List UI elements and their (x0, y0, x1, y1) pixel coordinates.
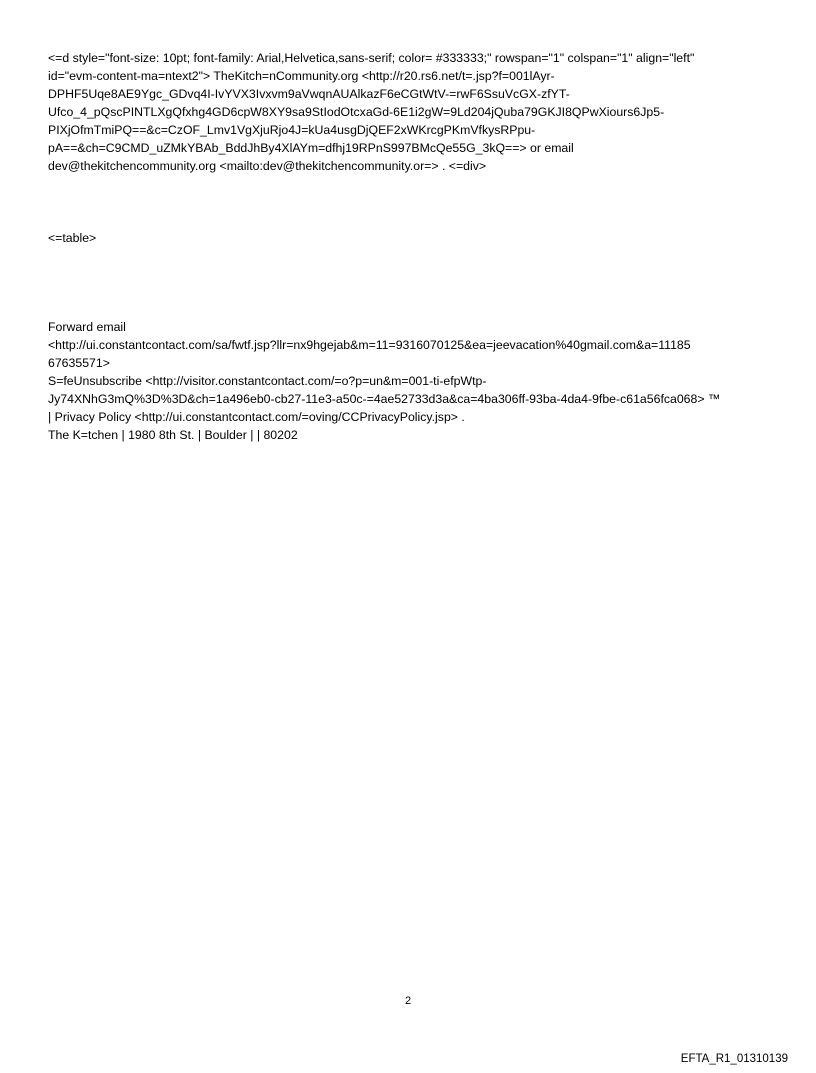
privacy-policy-line: | Privacy Policy <http://ui.constantcontact.com/=oving/CCPrivacyPolicy.jsp> . (48, 410, 465, 424)
text-line: pA==&ch=C9CMD_uZMkYBAb_BddJhBy4XlAYm=dfhj19RPnS997BMcQe55G_3kQ==> or email (48, 141, 574, 155)
address-line: The K=tchen | 1980 8th St. | Boulder | | 80202 (48, 428, 298, 442)
text-line: 67635571> (48, 356, 110, 370)
text-line: id="evm-content-ma=ntext2"> TheKitch=nCommunity.org <http://r20.rs6.net/t=.jsp?f=001lAyr- (48, 69, 555, 83)
text-line: <http://ui.constantcontact.com/sa/fwtf.jsp?llr=nx9hgejab&m=11=9316070125&ea=jeevacation%40gmail.com&a=11185 (48, 338, 691, 352)
text-line: Ufco_4_pQscPINTLXgQfxhg4GD6cpW8XY9sa9StIodOtcxaGd-6E1i2gW=9Ld204jQuba79GKJI8QPwXiours6Jp5- (48, 105, 665, 119)
forward-email-line: Forward email (48, 320, 126, 334)
text-line: dev@thekitchencommunity.org <mailto:dev@thekitchencommunity.or=> . <=div> (48, 159, 487, 173)
bates-number: EFTA_R1_01310139 (680, 1053, 788, 1065)
page-number: 2 (404, 995, 412, 1007)
table-tag-line: <=table> (48, 231, 97, 245)
text-line: <=d style="font-size: 10pt; font-family: Arial,Helvetica,sans-serif; color= #333333;" rowspan="1" colspan="1" align="left" (48, 51, 695, 65)
text-line: PIXjOfmTmiPQ==&c=CzOF_Lmv1VgXjuRjo4J=kUa4usgDjQEF2xWKrcgPKmVfkysRPpu- (48, 123, 536, 137)
text-line: DPHF5Uqe8AE9Ygc_GDvq4I-IvYVX3Ivxvm9aVwqnAUAlkazF6eCGtWtV-=rwF6SsuVcGX-zfYT- (48, 87, 570, 101)
text-line: Jy74XNhG3mQ%3D%3D&ch=1a496eb0-cb27-11e3-a50c-=4ae52733d3a&ca=4ba306ff-93ba-4da4-9fbe-c61a56fca068> ™ (48, 392, 721, 406)
unsubscribe-line: S=feUnsubscribe <http://visitor.constantcontact.com/=o?p=un&m=001-ti-efpWtp- (48, 374, 487, 388)
